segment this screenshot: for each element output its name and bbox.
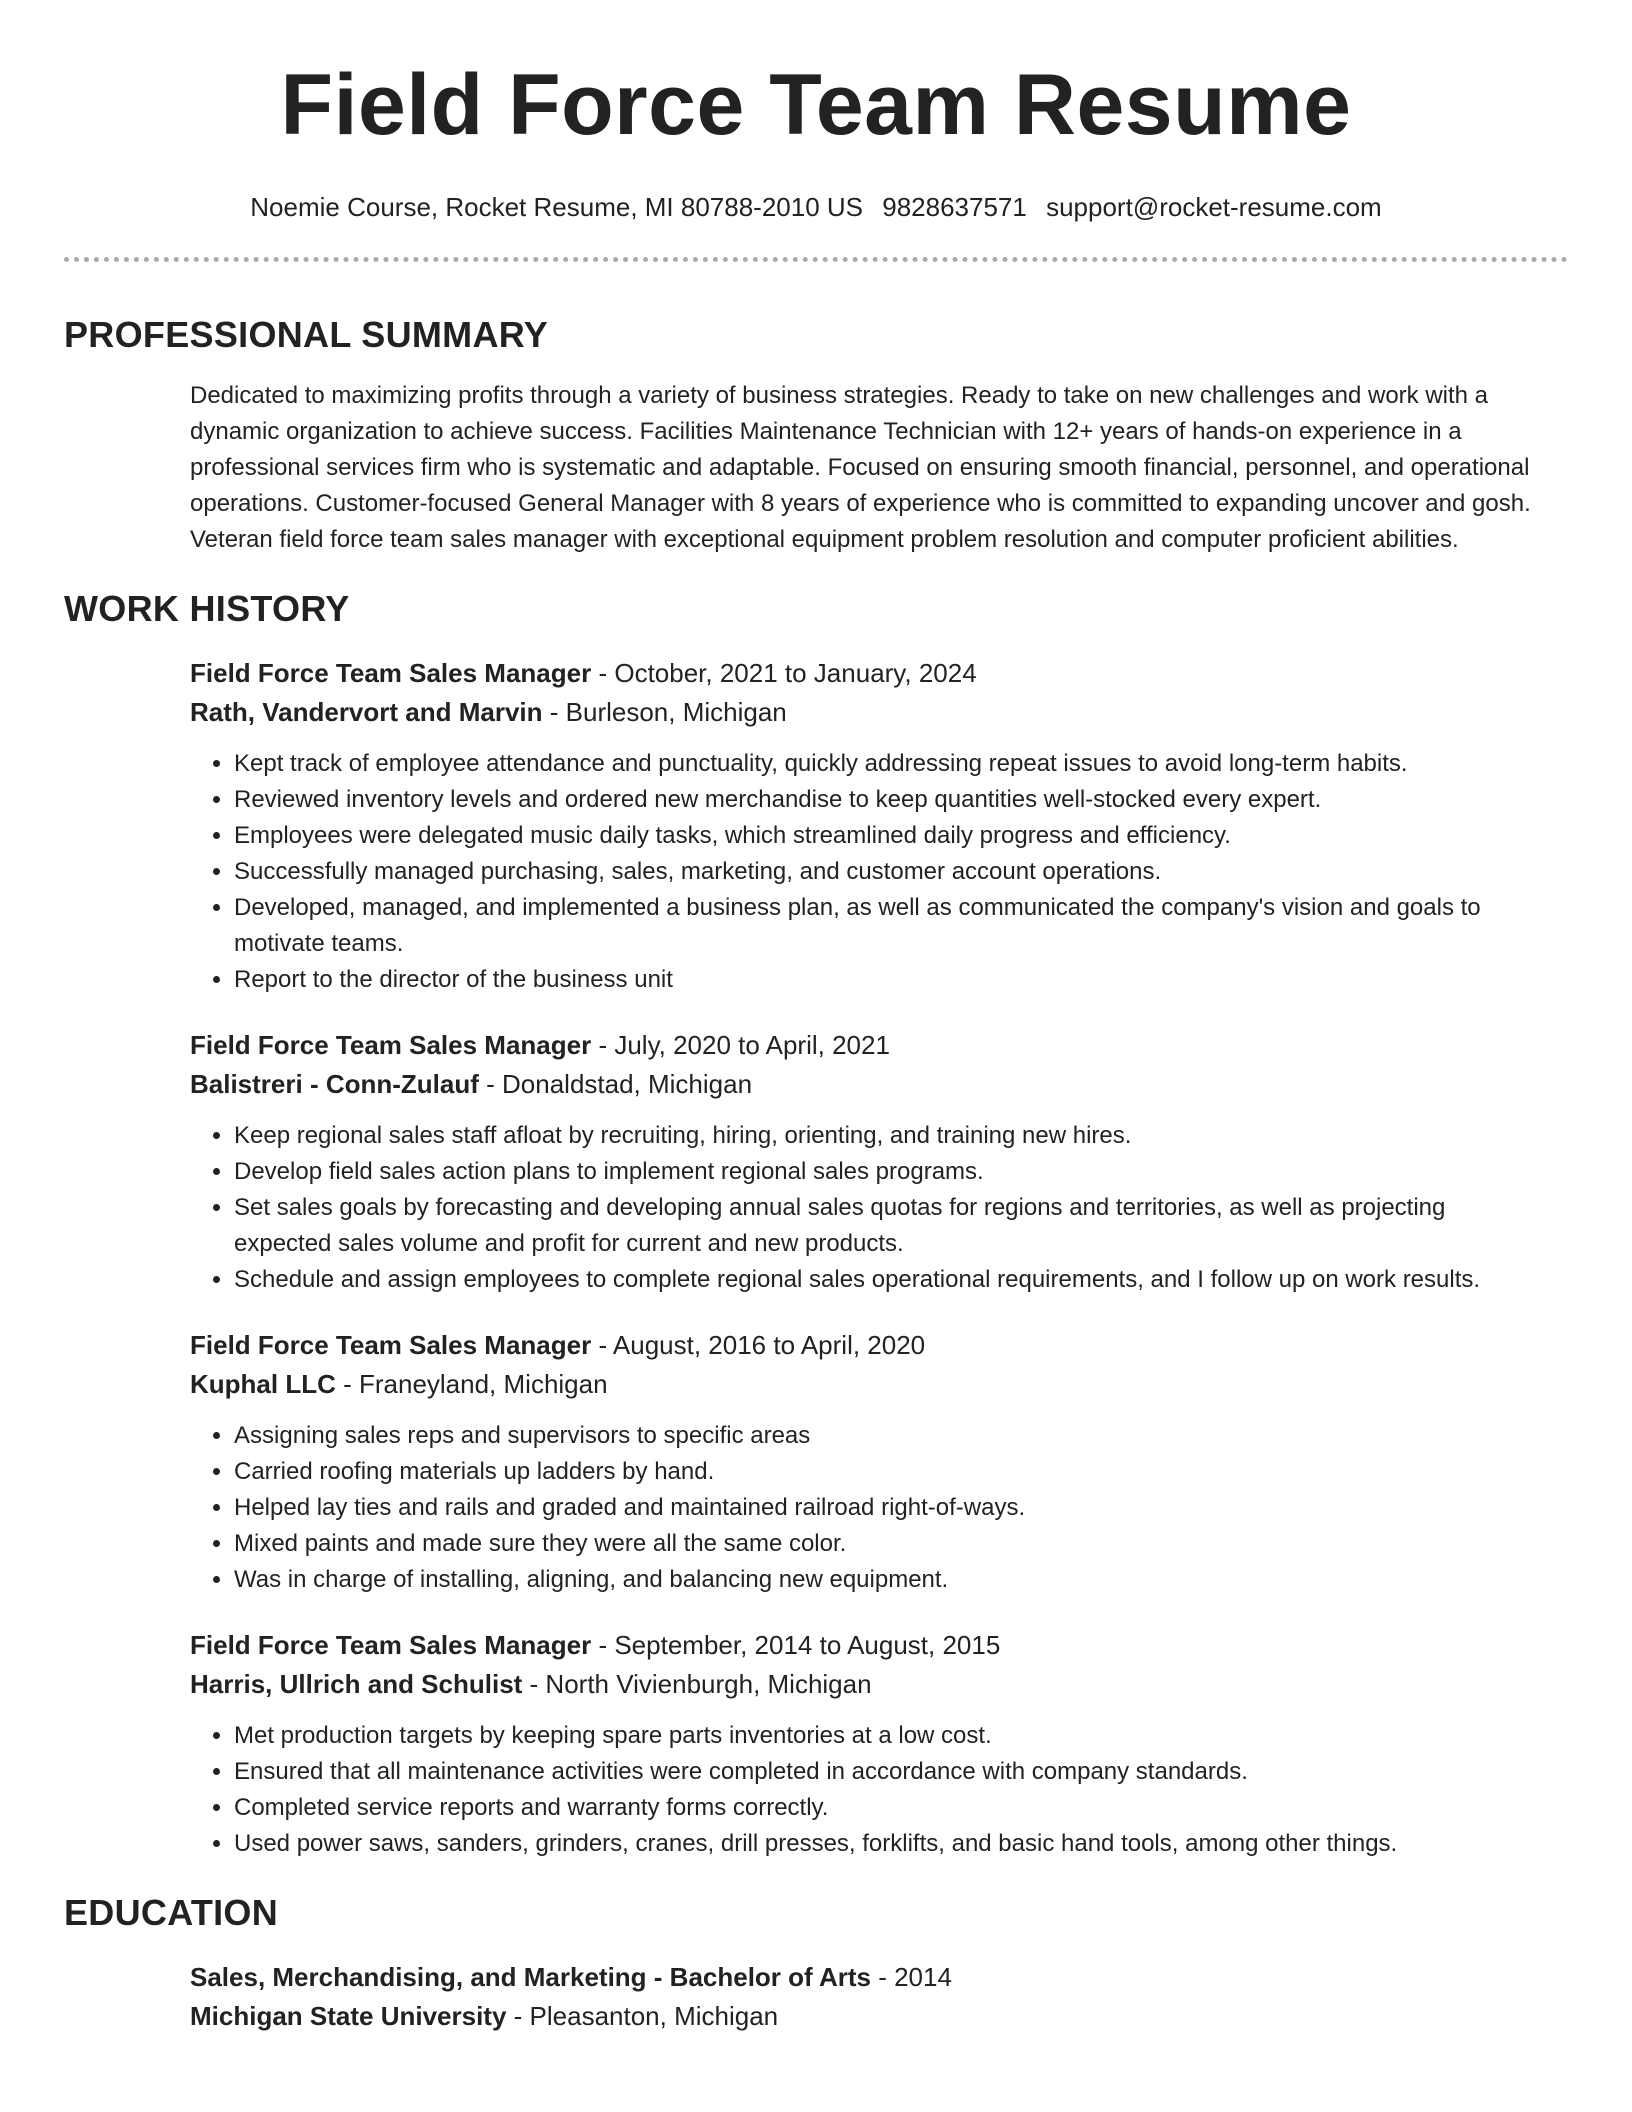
- job-duty-item: • Reviewed inventory levels and ordered new merchandise to keep quantities well-stocked every expert.: [234, 782, 1548, 818]
- header-divider: [64, 257, 1568, 262]
- contact-address: Noemie Course, Rocket Resume, MI 80788-2010 US: [250, 192, 864, 222]
- job-dates: - July, 2020 to April, 2021: [591, 1030, 890, 1060]
- job-duties-list: [190, 1418, 1548, 1598]
- job-title-line: [190, 1626, 1548, 1665]
- job-company: Rath, Vandervort and Marvin: [190, 697, 543, 727]
- job-duty-item: • Kept track of employee attendance and punctuality, quickly addressing repeat issues to avoid long-term habits.: [234, 746, 1548, 782]
- job-duty-item: • Set sales goals by forecasting and developing annual sales quotas for regions and territories, as well as projecting expected sales volume and profit for current and new products.: [234, 1190, 1548, 1262]
- job-company: Kuphal LLC: [190, 1369, 336, 1399]
- job-title: Field Force Team Sales Manager: [190, 1330, 592, 1360]
- job-duty-item: • Carried roofing materials up ladders by hand.: [234, 1454, 1548, 1490]
- job-duty-item: • Was in charge of installing, aligning, and balancing new equipment.: [234, 1562, 1548, 1598]
- education-school: Michigan State University: [190, 2001, 507, 2031]
- job-company: Harris, Ullrich and Schulist: [190, 1669, 523, 1699]
- job-duty-item: • Employees were delegated music daily tasks, which streamlined daily progress and efficiency.: [234, 818, 1548, 854]
- contact-line: [64, 192, 1568, 223]
- job-dates: - August, 2016 to April, 2020: [591, 1330, 926, 1360]
- job-duty-item: • Ensured that all maintenance activities were completed in accordance with company standards.: [234, 1754, 1548, 1790]
- resume-title: Field Force Team Resume: [280, 57, 1352, 153]
- job-title-line: [190, 654, 1548, 693]
- job-duty-item: • Met production targets by keeping spare parts inventories at a low cost.: [234, 1718, 1548, 1754]
- education-degree-line: [190, 1958, 1548, 1997]
- contact-email: support@rocket-resume.com: [1046, 192, 1382, 222]
- job-title-line: [190, 1026, 1548, 1065]
- job-company: Balistreri - Conn-Zulauf: [190, 1069, 479, 1099]
- job-title-line: [190, 1326, 1548, 1365]
- job-location: - North Vivienburgh, Michigan: [522, 1669, 872, 1699]
- job-dates: - October, 2021 to January, 2024: [591, 658, 977, 688]
- job-duty-item: • Successfully managed purchasing, sales, marketing, and customer account operations.: [234, 854, 1548, 890]
- summary-heading: PROFESSIONAL SUMMARY: [64, 314, 549, 355]
- job-location: - Donaldstad, Michigan: [478, 1069, 753, 1099]
- job-duty-item: • Keep regional sales staff afloat by recruiting, hiring, orienting, and training new hires.: [234, 1118, 1548, 1154]
- job-title: Field Force Team Sales Manager: [190, 658, 592, 688]
- job-entry: [190, 1626, 1548, 1862]
- contact-phone: 9828637571: [882, 192, 1027, 222]
- job-duty-item: • Used power saws, sanders, grinders, cranes, drill presses, forklifts, and basic hand tools, among other things.: [234, 1826, 1548, 1862]
- job-duty-item: • Developed, managed, and implemented a business plan, as well as communicated the company's vision and goals to motivate teams.: [234, 890, 1548, 962]
- job-duties-list: [190, 1718, 1548, 1862]
- job-duty-item: • Mixed paints and made sure they were all the same color.: [234, 1526, 1548, 1562]
- job-dates: - September, 2014 to August, 2015: [591, 1630, 1001, 1660]
- job-duty-item: • Report to the director of the business unit: [234, 962, 1548, 998]
- education-location: - Pleasanton, Michigan: [506, 2001, 779, 2031]
- education-year: - 2014: [870, 1962, 952, 1992]
- job-company-line: [190, 1065, 1548, 1104]
- job-duty-item: • Completed service reports and warranty forms correctly.: [234, 1790, 1548, 1826]
- job-entry: [190, 1326, 1548, 1598]
- education-heading: EDUCATION: [64, 1892, 279, 1933]
- job-duty-item: • Schedule and assign employees to complete regional sales operational requirements, and I follow up on work results.: [234, 1262, 1548, 1298]
- job-company-line: [190, 1665, 1548, 1704]
- job-duties-list: [190, 1118, 1548, 1298]
- job-duty-item: • Develop field sales action plans to implement regional sales programs.: [234, 1154, 1548, 1190]
- job-title: Field Force Team Sales Manager: [190, 1630, 592, 1660]
- job-duty-item: • Assigning sales reps and supervisors to specific areas: [234, 1418, 1548, 1454]
- job-company-line: [190, 1365, 1548, 1404]
- work-history-heading: WORK HISTORY: [64, 588, 350, 629]
- job-company-line: [190, 693, 1548, 732]
- summary-text: Dedicated to maximizing profits through a variety of business strategies. Ready to take on new challenges and work with a dynamic organization to achieve success. Facilities Maintenance Technician with 12+ years of hands-on experience in a professional services firm who is systematic and adaptable. Focused on ensuring smooth financial, personnel, and operational operations. Customer-focused General Manager with 8 years of experience who is committed to expanding uncover and gosh. Veteran field force team sales manager with exceptional equipment problem resolution and computer proficient abilities.: [190, 382, 1531, 553]
- job-location: - Burleson, Michigan: [542, 697, 787, 727]
- work-history-list: [190, 654, 1548, 1862]
- job-title: Field Force Team Sales Manager: [190, 1030, 592, 1060]
- job-location: - Franeyland, Michigan: [335, 1369, 608, 1399]
- education-degree: Sales, Merchandising, and Marketing - Bachelor of Arts: [190, 1962, 871, 1992]
- job-entry: [190, 1026, 1548, 1298]
- job-duties-list: [190, 746, 1548, 998]
- education-school-line: [190, 1997, 1548, 2036]
- education-entry: [190, 1958, 1548, 2036]
- job-duty-item: • Helped lay ties and rails and graded and maintained railroad right-of-ways.: [234, 1490, 1548, 1526]
- job-entry: [190, 654, 1548, 998]
